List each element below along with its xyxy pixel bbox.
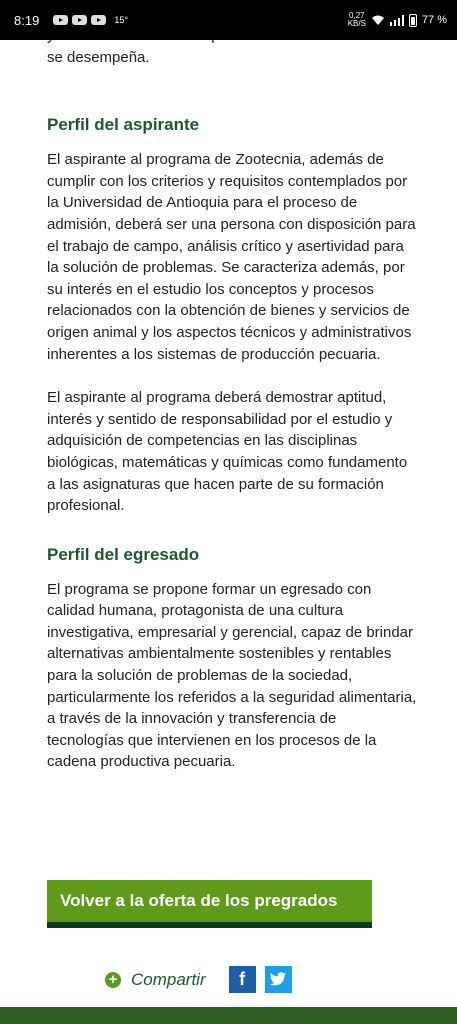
network-speed-value: 0,27: [349, 11, 365, 20]
graduate-profile-heading: Perfil del egresado: [47, 544, 200, 564]
aspirant-profile-paragraph: El aspirante al programa de Zootecnia, además de cumplir con los criterios y requisitos contemplados por la Universidad de Antioquia para el proceso de admisión, deberá ser una persona con disposición para el trabajo de campo, análisis crítico y asertividad para la solución de problemas. Se caracteriza además, por su interés en el estudio los conceptos y procesos relacionados con la obtención de bienes y servicios de origen animal y los aspectos técnicos y administrativos inherentes a los sistemas de producción pecuaria.: [47, 151, 416, 363]
aspirant-profile-heading: Perfil del aspirante: [47, 115, 200, 135]
share-label[interactable]: Compartir: [131, 969, 206, 989]
network-speed: [348, 12, 366, 28]
back-to-undergraduate-programs-button[interactable]: Volver a la oferta de los pregrados: [47, 880, 372, 928]
temperature: 15°: [114, 15, 128, 25]
signal-icon: [390, 15, 404, 26]
footer-bar: [0, 1007, 457, 1024]
graduate-profile-paragraph: El programa se propone formar un egresado con calidad humana, protagonista de una cultura investigativa, empresarial y gerencial, capaz de brindar alternativas ambientalmente sostenibles y rentables para la solución de problemas de la sociedad, particularmente los referidos a la seguridad alimentaria, a través de la innovación y transferencia de tecnologías que intervienen en los procesos de la cadena productiva pecuaria.: [47, 580, 417, 771]
clock: 8:19: [14, 12, 40, 28]
network-speed-unit: KB/S: [347, 19, 366, 28]
share-row: [105, 966, 292, 993]
youtube-notification-icon: [53, 15, 68, 25]
article-content: [47, 25, 417, 773]
plus-icon[interactable]: +: [105, 972, 121, 988]
wifi-icon: [371, 15, 385, 26]
twitter-icon[interactable]: [265, 966, 292, 993]
battery-level: 77 %: [421, 14, 447, 26]
battery-icon: [409, 14, 417, 27]
youtube-notification-icon: [72, 15, 87, 25]
intro-paragraph-tail: se desempeña.: [47, 48, 150, 66]
status-bar: [0, 0, 457, 40]
youtube-notification-icon: [91, 15, 106, 25]
facebook-icon[interactable]: f: [229, 966, 256, 993]
aspirant-profile-paragraph: El aspirante al programa deberá demostrar aptitud, interés y sentido de responsabilidad por el estudio y adquisición de competencias en las disciplinas biológicas, matemáticas y químicas como fundamento a las asignaturas que hacen parte de su formación profesional.: [47, 389, 408, 515]
